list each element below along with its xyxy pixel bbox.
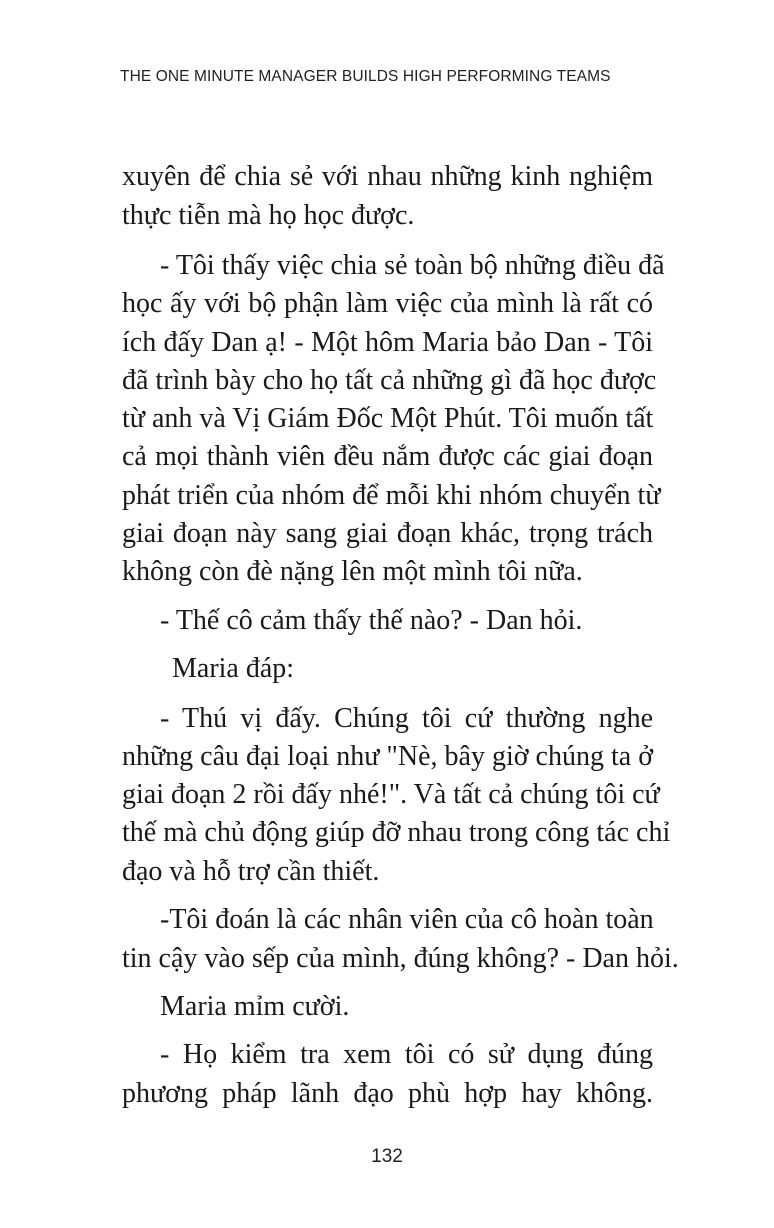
text-line: đã trình bày cho họ tất cả những gì đã học được [122, 365, 657, 396]
text-line: học ấy với bộ phận làm việc của mình là rất có [122, 288, 653, 319]
text-line: thế mà chủ động giúp đỡ nhau trong công tác chỉ [122, 817, 671, 848]
text-line: - Tôi thấy việc chia sẻ toàn bộ những điều đã [160, 250, 665, 281]
text-line: - Thú vị đấy. Chúng tôi cứ thường nghe [160, 703, 653, 734]
text-line: xuyên để chia sẻ với nhau những kinh nghiệm [122, 161, 653, 192]
text-line: không còn đè nặng lên một mình tôi nữa. [122, 556, 583, 587]
text-line: cả mọi thành viên đều nắm được các giai đoạn [122, 441, 653, 472]
page-number: 132 [371, 1146, 403, 1167]
text-line: thực tiễn mà họ học được. [122, 200, 415, 231]
text-line: - Họ kiểm tra xem tôi có sử dụng đúng [160, 1039, 653, 1070]
text-line: phương pháp lãnh đạo phù hợp hay không. [122, 1078, 653, 1109]
text-line: từ anh và Vị Giám Đốc Một Phút. Tôi muốn tất [122, 403, 654, 434]
text-line: ích đấy Dan ạ! - Một hôm Maria bảo Dan - Tôi [122, 327, 653, 358]
text-line: giai đoạn 2 rồi đấy nhé!". Và tất cả chúng tôi cứ [122, 779, 660, 810]
text-line: Maria mỉm cười. [160, 991, 350, 1022]
text-line: những câu đại loại như "Nè, bây giờ chúng ta ở [122, 741, 653, 772]
text-line: đạo và hỗ trợ cần thiết. [122, 856, 380, 887]
text-line: - Thế cô cảm thấy thế nào? - Dan hỏi. [160, 605, 583, 636]
text-line: -Tôi đoán là các nhân viên của cô hoàn toàn [160, 904, 654, 935]
text-line: Maria đáp: [172, 653, 295, 684]
text-line: phát triển của nhóm để mỗi khi nhóm chuyển từ [122, 480, 661, 511]
running-header: THE ONE MINUTE MANAGER BUILDS HIGH PERFORMING TEAMS [120, 68, 611, 85]
text-line: tin cậy vào sếp của mình, đúng không? - Dan hỏi. [122, 943, 679, 974]
text-line: giai đoạn này sang giai đoạn khác, trọng trách [122, 518, 653, 549]
